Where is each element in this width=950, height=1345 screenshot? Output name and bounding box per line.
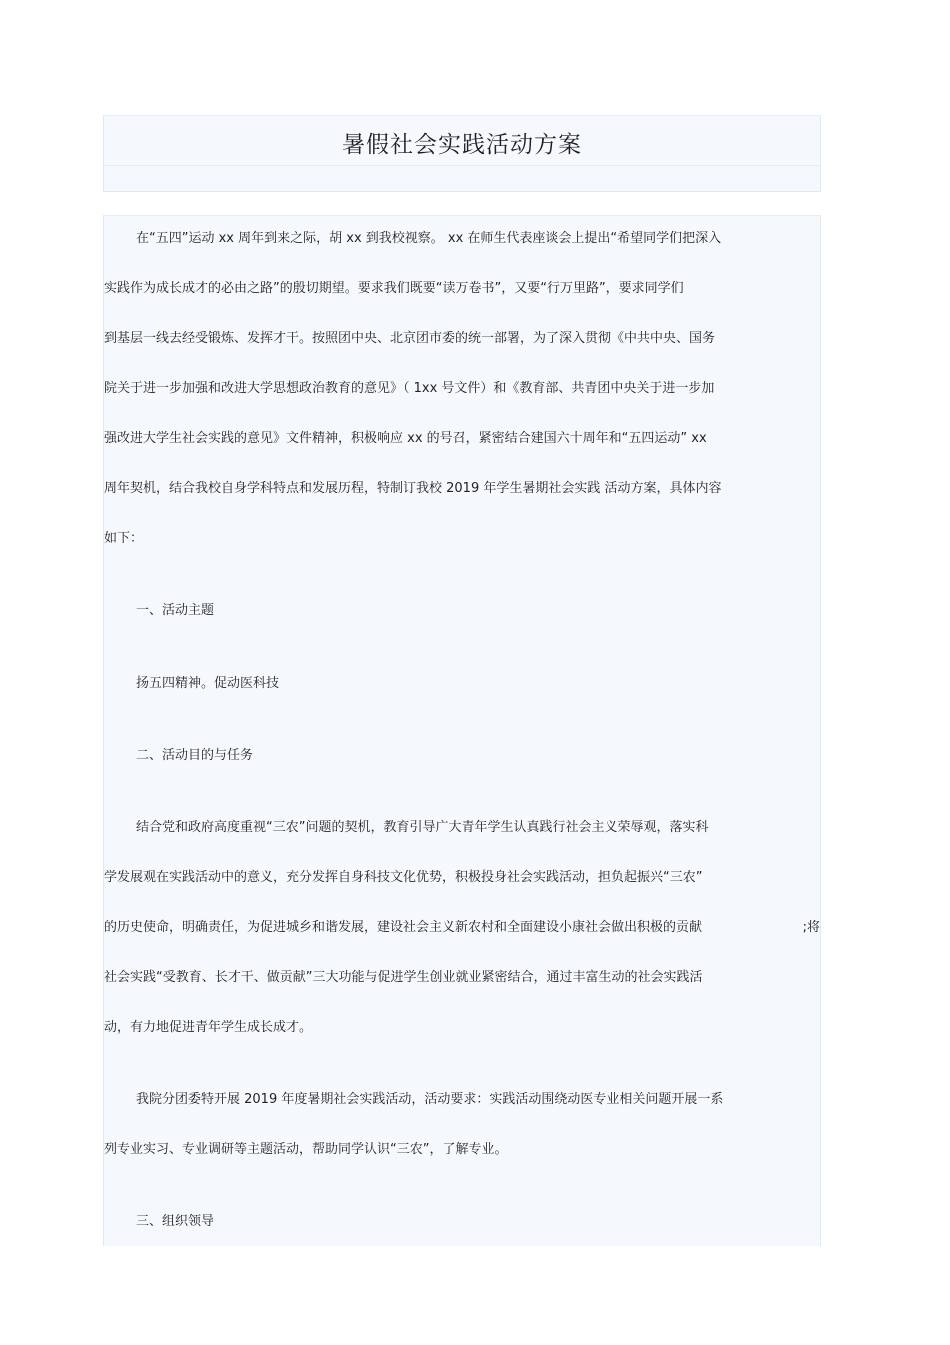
paragraph-line: 到基层一线去经受锻炼、发挥才干。按照团中央、北京团市委的统一部署，为了深入贯彻《中共中央、国务 <box>104 331 716 346</box>
paragraph-line: 动，有力地促进青年学生成长成才。 <box>104 1020 313 1035</box>
title-divider <box>104 165 820 166</box>
paragraph-line: 院关于进一步加强和改进大学思想政治教育的意见》（ 1xx 号文件）和《教育部、共青团中央关于进一步加 <box>104 381 715 396</box>
paragraph-line-tail: ;将 <box>802 920 820 935</box>
document-title: 暑假社会实践活动方案 <box>342 132 582 158</box>
paragraph-line: 强改进大学生社会实践的意见》文件精神，积极响应 xx 的号召，紧密结合建国六十周年和“五四运动” xx <box>104 431 707 446</box>
paragraph-line: 扬五四精神。促动医科技 <box>136 676 280 691</box>
title-box <box>103 115 821 192</box>
paragraph-line: 结合党和政府高度重视“三农”问题的契机，教育引导广大青年学生认真践行社会主义荣辱观，落实科 <box>136 820 709 835</box>
paragraph-line: 在“五四”运动 xx 周年到来之际，胡 xx 到我校视察。 xx 在师生代表座谈会上提出“希望同学们把深入 <box>136 231 722 246</box>
paragraph-line: 学发展观在实践活动中的意义，充分发挥自身科技文化优势，积极投身社会实践活动，担负起振兴“三农” <box>104 870 703 885</box>
paragraph-line: 我院分团委特开展 2019 年度暑期社会实践活动，活动要求：实践活动围绕动医专业相关问题开展一系 <box>136 1092 724 1107</box>
paragraph-line: 如下： <box>104 531 144 546</box>
paragraph-line-text: 的历史使命，明确责任，为促进城乡和谐发展，建设社会主义新农村和全面建设小康社会做出积极的贡献 <box>104 920 703 935</box>
section-heading: 一、活动主题 <box>136 603 215 618</box>
section-heading: 二、活动目的与任务 <box>136 748 254 763</box>
paragraph-line: 社会实践“受教育、长才干、做贡献”三大功能与促进学生创业就业紧密结合，通过丰富生动的社会实践活 <box>104 970 703 985</box>
paragraph-line: 周年契机，结合我校自身学科特点和发展历程，特制订我校 2019 年学生暑期社会实践 活动方案，具体内容 <box>104 481 722 496</box>
paragraph-line: 列专业实习、专业调研等主题活动，帮助同学认识“三农”，了解专业。 <box>104 1142 508 1157</box>
paragraph-line: 实践作为成长成才的必由之路”的殷切期望。要求我们既要“读万卷书”，又要“行万里路”，要求同学们 <box>104 281 684 296</box>
section-heading: 三、组织领导 <box>136 1214 215 1229</box>
paragraph-line <box>104 919 820 937</box>
document-body <box>103 215 821 1246</box>
